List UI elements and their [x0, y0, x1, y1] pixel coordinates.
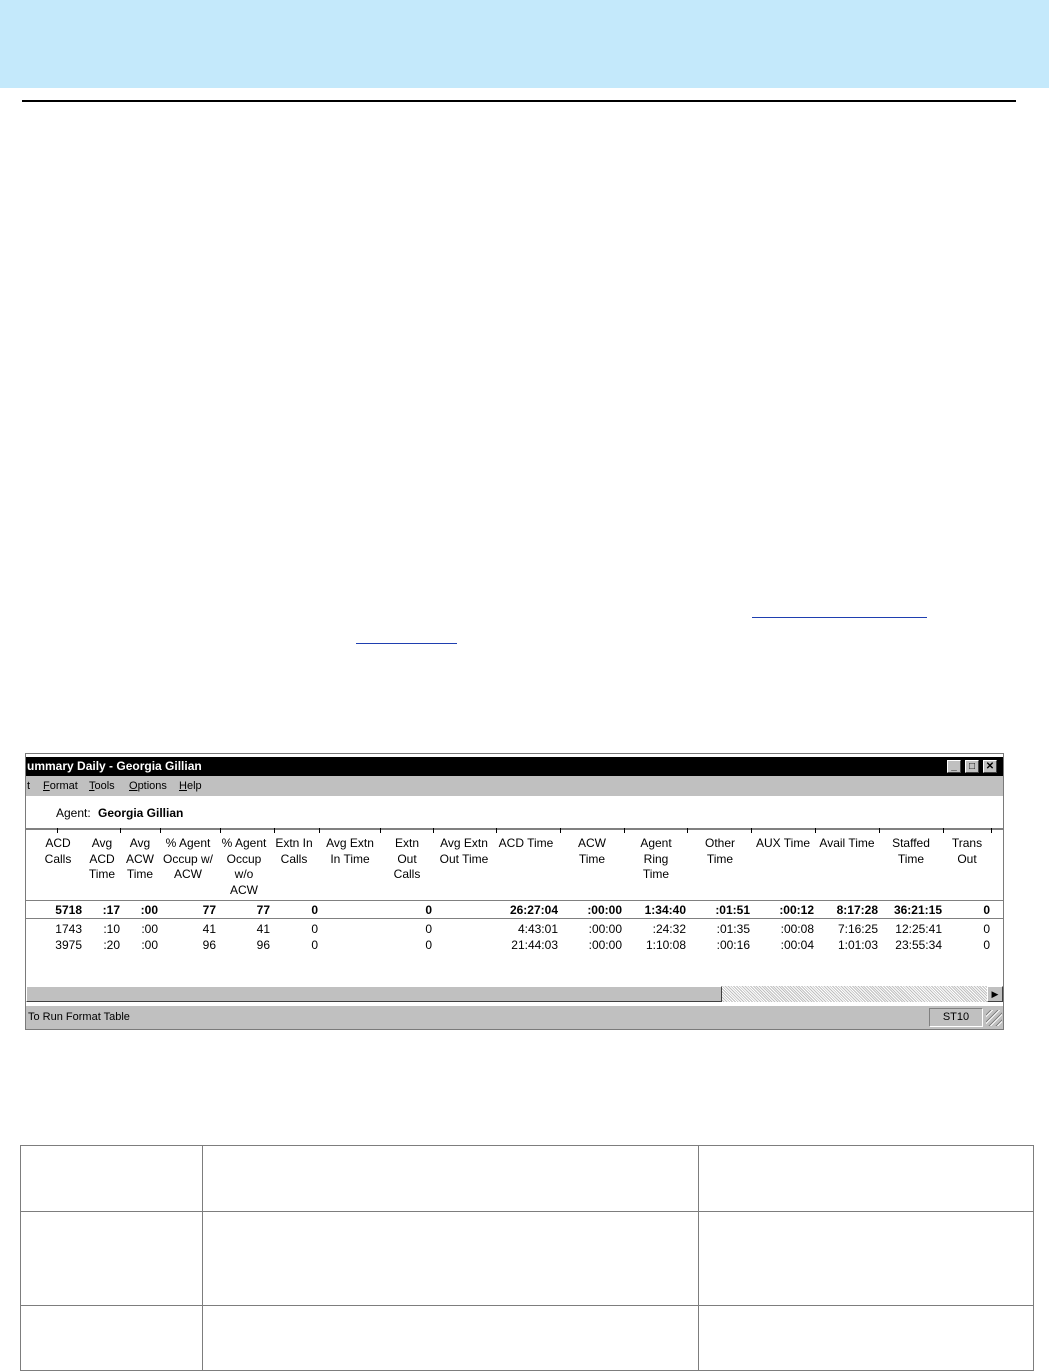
table-cell: 0	[983, 922, 990, 936]
resize-grip-icon[interactable]	[986, 1010, 1002, 1026]
column-header[interactable]: Avg ACD Time	[88, 836, 116, 881]
column-tick	[991, 828, 992, 833]
column-tick	[879, 828, 880, 833]
table-cell: 0	[311, 903, 318, 917]
column-header[interactable]: Avg Extn Out Time	[439, 836, 489, 866]
column-tick	[624, 828, 625, 833]
minimize-button[interactable]: _	[947, 760, 961, 773]
table-cell: :00:08	[780, 922, 814, 936]
column-header[interactable]: Other Time	[704, 836, 735, 866]
header-separator	[26, 900, 1003, 901]
table-cell: :00:12	[779, 903, 814, 917]
link-underline-2[interactable]	[356, 643, 457, 644]
status-bar	[26, 1006, 1003, 1029]
table-cell: 12:25:41	[895, 922, 942, 936]
table-cell: 96	[256, 938, 270, 952]
column-tick	[943, 828, 944, 833]
scrollbar-thumb[interactable]	[26, 986, 722, 1002]
table-cell: 0	[425, 903, 432, 917]
total-separator	[26, 918, 1003, 919]
column-header[interactable]: ACD Time	[498, 836, 554, 850]
agent-name: Georgia Gillian	[98, 806, 184, 820]
column-tick	[496, 828, 497, 833]
column-tick	[160, 828, 161, 833]
column-header[interactable]: % Agent Occup w/ ACW	[162, 836, 213, 881]
table-cell: :00:00	[588, 922, 622, 936]
table-cell: 5718	[55, 903, 82, 917]
status-text: To Run Format Table	[28, 1011, 130, 1023]
column-header[interactable]: ACD Calls	[44, 836, 72, 866]
scrollbar-track[interactable]	[722, 986, 987, 1002]
table-cell: 1743	[55, 922, 82, 936]
column-tick	[319, 828, 320, 833]
menu-help-rest: elp	[186, 780, 202, 792]
table-cell: 7:16:25	[837, 922, 878, 936]
table-cell: 1:10:08	[645, 938, 686, 952]
table-cell: :20	[103, 938, 120, 952]
table-cell: :00	[140, 903, 158, 917]
column-header[interactable]: Trans Out	[951, 836, 983, 866]
table-cell: :01:51	[715, 903, 750, 917]
table-cell: :00:04	[780, 938, 814, 952]
table-cell: 0	[425, 938, 432, 952]
table-cell: 21:44:03	[511, 938, 558, 952]
bottom-table	[20, 1145, 1034, 1371]
table-cell: 23:55:34	[895, 938, 942, 952]
column-tick	[751, 828, 752, 833]
table-row-divider	[21, 1211, 1033, 1212]
column-tick	[220, 828, 221, 833]
table-cell: 0	[425, 922, 432, 936]
menu-tools-rest: ools	[94, 780, 115, 792]
table-cell: 0	[311, 938, 318, 952]
menu-bar	[26, 776, 1003, 796]
table-cell: 96	[202, 938, 216, 952]
column-header[interactable]: Extn Out Calls	[393, 836, 421, 881]
table-cell: 41	[202, 922, 216, 936]
column-tick	[815, 828, 816, 833]
table-cell: :17	[102, 903, 120, 917]
table-cell: :00:00	[587, 903, 622, 917]
column-header[interactable]: Avail Time	[819, 836, 875, 850]
table-cell: 77	[256, 903, 270, 917]
table-cell: 0	[311, 922, 318, 936]
table-column-divider	[698, 1146, 699, 1370]
table-cell: :00:00	[588, 938, 622, 952]
table-cell: 4:43:01	[517, 922, 558, 936]
table-cell: 3975	[55, 938, 82, 952]
table-cell: 77	[202, 903, 216, 917]
table-column-divider	[202, 1146, 203, 1370]
menu-item-format[interactable]: Format	[43, 780, 78, 792]
column-header[interactable]: Avg ACW Time	[126, 836, 154, 881]
table-cell: 36:21:15	[893, 903, 942, 917]
table-cell: :24:32	[652, 922, 686, 936]
menu-item-options[interactable]: Options	[129, 780, 167, 792]
maximize-button[interactable]: □	[965, 760, 979, 773]
column-header[interactable]: AUX Time	[755, 836, 810, 850]
table-cell: 26:27:04	[509, 903, 558, 917]
column-header[interactable]: Staffed Time	[892, 836, 930, 866]
menu-options-rest: ptions	[137, 780, 167, 792]
scroll-right-arrow-icon[interactable]: ▶	[987, 986, 1003, 1002]
link-underline-1[interactable]	[752, 617, 927, 618]
table-cell: :00	[141, 938, 158, 952]
column-header[interactable]: % Agent Occup w/o ACW	[221, 836, 267, 897]
column-header[interactable]: Extn In Calls	[275, 836, 313, 866]
table-cell: :00:16	[716, 938, 750, 952]
report-window	[25, 753, 1004, 1030]
page-header-band	[0, 0, 1049, 88]
menu-item-help[interactable]: Help	[179, 780, 202, 792]
column-tick	[687, 828, 688, 833]
table-cell: :10	[103, 922, 120, 936]
header-rule	[22, 100, 1016, 102]
column-tick	[120, 828, 121, 833]
table-cell: 1:34:40	[644, 903, 686, 917]
table-cell: :00	[141, 922, 158, 936]
column-header[interactable]: Avg Extn In Time	[326, 836, 374, 866]
window-title: ummary Daily - Georgia Gillian	[27, 759, 202, 773]
column-tick	[433, 828, 434, 833]
table-row-divider	[21, 1305, 1033, 1306]
table-cell: :01:35	[716, 922, 750, 936]
table-cell: 8:17:28	[836, 903, 878, 917]
close-button[interactable]: ✕	[983, 760, 997, 773]
column-header[interactable]: Agent Ring Time	[640, 836, 672, 881]
status-panel: ST10	[929, 1008, 983, 1027]
menu-format-rest: ormat	[49, 780, 78, 792]
menu-item-tools[interactable]: Tools	[89, 780, 115, 792]
title-bar[interactable]	[26, 757, 1003, 776]
agent-label: Agent:	[56, 806, 91, 820]
column-header[interactable]: ACW Time	[578, 836, 606, 866]
table-cell: 41	[256, 922, 270, 936]
table-cell: 0	[983, 938, 990, 952]
table-cell: 0	[983, 903, 990, 917]
column-tick	[57, 828, 58, 833]
menu-item-cut[interactable]: t	[27, 780, 31, 792]
column-tick	[560, 828, 561, 833]
horizontal-scrollbar[interactable]	[26, 986, 1003, 1002]
table-cell: 1:01:03	[837, 938, 878, 952]
column-tick	[274, 828, 275, 833]
agent-bar	[26, 796, 1003, 828]
column-tick	[380, 828, 381, 833]
report-grid[interactable]	[26, 828, 1003, 986]
